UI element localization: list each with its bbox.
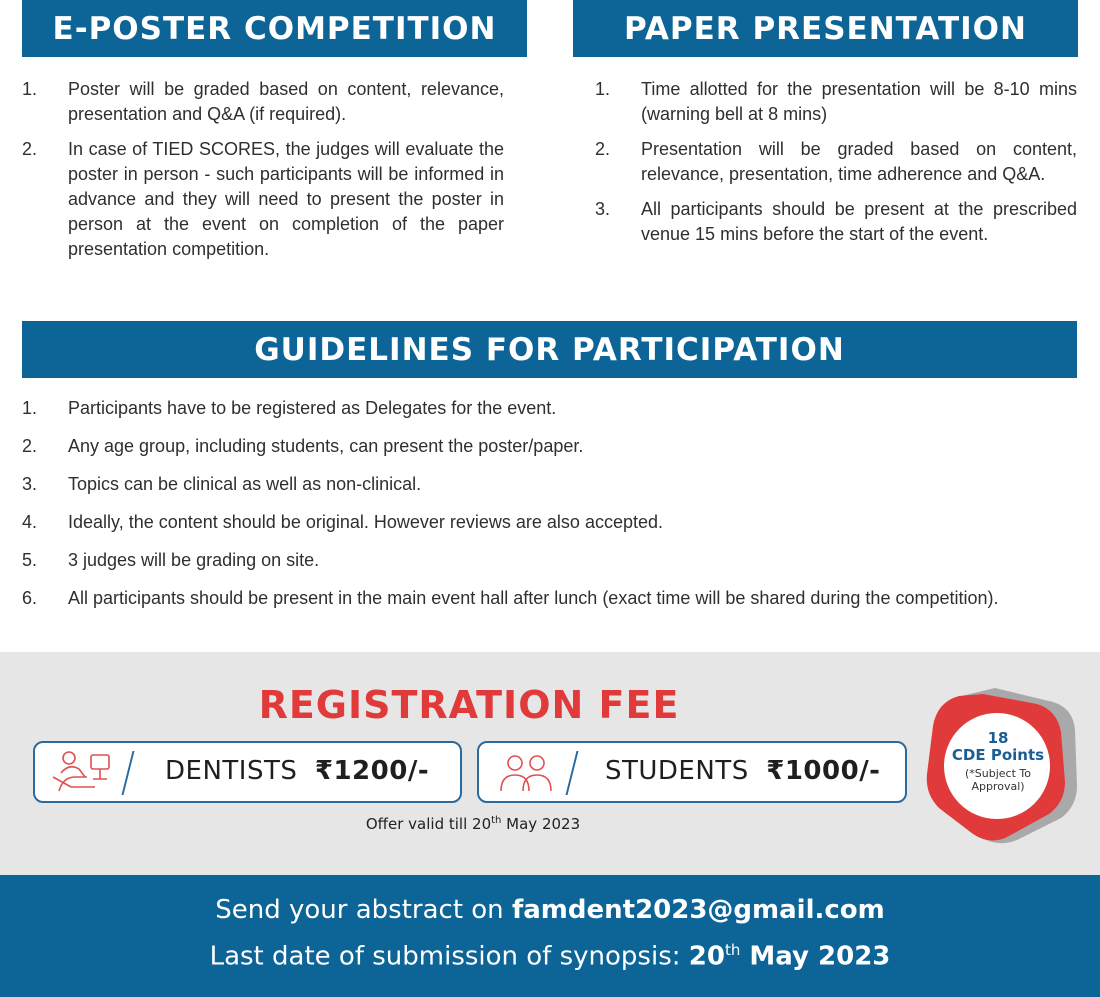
deadline-sup: th (724, 941, 741, 959)
offer-note (300, 815, 646, 833)
dentist-patient-icon (45, 747, 121, 797)
paper-rules-list (595, 77, 1077, 257)
footer-email-prefix: Send your abstract on (215, 895, 512, 925)
list-text: Ideally, the content should be original. However reviews are also accepted. (68, 512, 664, 532)
list-number: 1. (22, 398, 38, 418)
list-text: Poster will be graded based on content, relevance, presentation and Q&A (if required). (68, 79, 504, 124)
cde-note-1: (*Subject To (965, 767, 1031, 780)
list-number: 2. (595, 139, 611, 159)
deadline-rest: May 2023 (740, 941, 891, 972)
students-fee-text (605, 756, 880, 786)
list-text: Presentation will be graded based on content, relevance, presentation, time adherence and Q&A. (641, 139, 1077, 184)
list-item (22, 548, 1077, 573)
list-text: Time allotted for the presentation will be 8-10 mins (warning bell at 8 mins) (641, 79, 1077, 124)
dentists-amount: ₹1200/- (314, 756, 430, 786)
list-number: 4. (22, 512, 38, 532)
list-item (22, 137, 504, 262)
list-item (22, 77, 504, 127)
fee-divider (566, 751, 579, 795)
list-item (22, 472, 1077, 497)
list-text: All participants should be present at the prescribed venue 15 mins before the start of the event. (641, 199, 1077, 244)
students-group-icon (489, 747, 565, 797)
dentists-label: DENTISTS (165, 756, 298, 786)
students-label: STUDENTS (605, 756, 749, 786)
list-number: 2. (22, 436, 38, 456)
list-item (595, 137, 1077, 187)
list-item (595, 77, 1077, 127)
dentists-fee-text (165, 756, 429, 786)
list-number: 1. (22, 79, 38, 99)
deadline-day: 20 (688, 941, 725, 972)
list-text: In case of TIED SCORES, the judges will evaluate the poster in person - such participants will be informed in advance and they will need to present the poster in person at the event on completion of the paper presentation competition. (68, 139, 504, 259)
list-item (22, 396, 1077, 421)
eposter-rules-list (22, 77, 504, 272)
eposter-title: E-POSTER COMPETITION (22, 0, 527, 57)
cde-label: CDE Points (951, 746, 1045, 764)
cde-points: 18 (987, 729, 1009, 747)
list-number: 3. (22, 474, 38, 494)
fee-divider (122, 751, 135, 795)
list-text: 3 judges will be grading on site. (68, 550, 320, 570)
footer-deadline-prefix: Last date of submission of synopsis: (209, 941, 689, 972)
students-fee-box (477, 741, 907, 803)
list-number: 6. (22, 588, 38, 608)
abstract-email-link[interactable]: famdent2023@gmail.com (511, 895, 885, 925)
cde-text (945, 730, 1051, 793)
list-item (595, 197, 1077, 247)
footer (0, 875, 1100, 997)
guidelines-title: GUIDELINES FOR PARTICIPATION (22, 321, 1077, 378)
offer-suffix: May 2023 (501, 815, 581, 833)
footer-email-line (0, 895, 1100, 925)
cde-note-2: Approval) (971, 780, 1025, 793)
list-number: 1. (595, 79, 611, 99)
guidelines-list (22, 396, 1077, 624)
offer-sup: th (491, 815, 502, 826)
list-item (22, 586, 1077, 611)
list-text: Participants have to be registered as Delegates for the event. (68, 398, 557, 418)
list-item (22, 510, 1077, 535)
list-number: 2. (22, 139, 38, 159)
students-amount: ₹1000/- (766, 756, 881, 786)
dentists-fee-box (33, 741, 462, 803)
registration-title: REGISTRATION FEE (258, 683, 680, 727)
list-number: 3. (595, 199, 611, 219)
list-text: Topics can be clinical as well as non-clinical. (68, 474, 422, 494)
footer-deadline-line (0, 941, 1100, 972)
paper-title: PAPER PRESENTATION (573, 0, 1078, 57)
list-number: 5. (22, 550, 38, 570)
list-text: All participants should be present in the main event hall after lunch (exact time will be shared during the competition). (68, 588, 999, 608)
list-item (22, 434, 1077, 459)
list-text: Any age group, including students, can present the poster/paper. (68, 436, 584, 456)
offer-prefix: Offer valid till 20 (365, 815, 492, 833)
